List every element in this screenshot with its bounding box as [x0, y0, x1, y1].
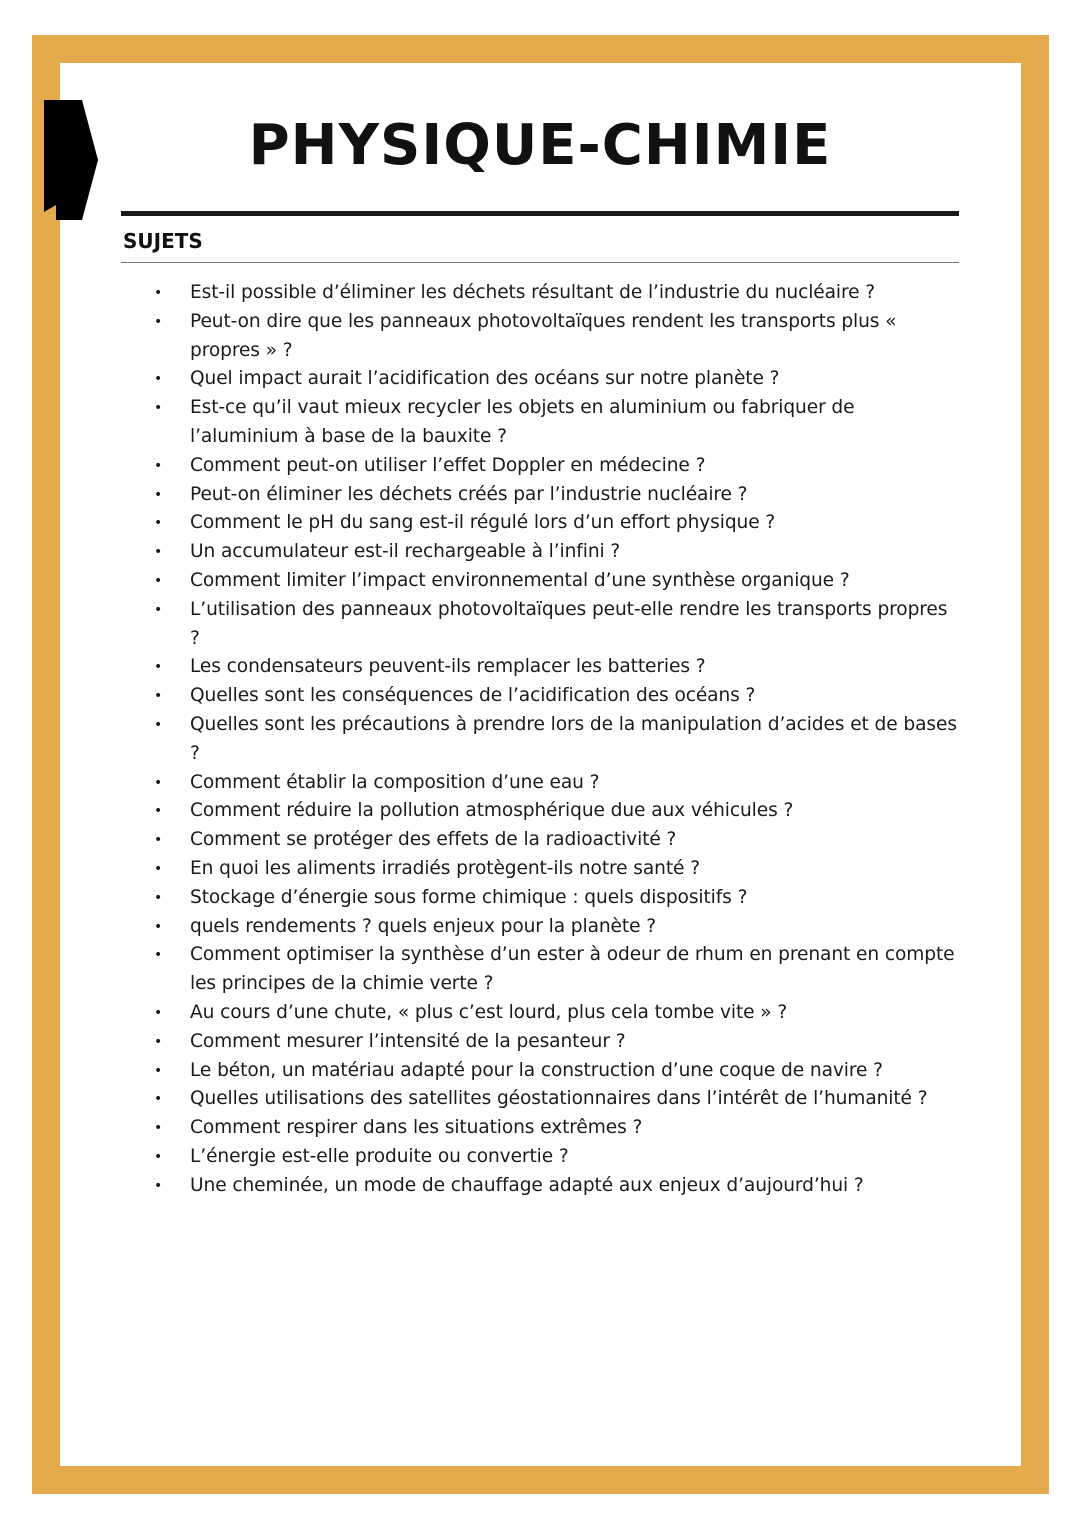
topic-text: Est-ce qu’il vaut mieux recycler les objets en aluminium ou fabriquer de l’aluminium à base de la bauxite ?	[190, 397, 855, 447]
bullet-icon: •	[154, 457, 163, 474]
bullet-icon: •	[154, 918, 163, 935]
bullet-icon: •	[154, 688, 163, 705]
bullet-icon: •	[154, 313, 163, 330]
bullet-icon: •	[154, 1148, 163, 1165]
topic-text: Quelles sont les précautions à prendre lors de la manipulation d’acides et de bases ?	[190, 713, 957, 764]
bullet-icon: •	[154, 486, 163, 503]
list-item	[152, 999, 962, 1028]
bullet-icon: •	[154, 889, 163, 906]
section-divider	[121, 262, 959, 263]
list-item	[152, 481, 962, 510]
bullet-icon: •	[154, 832, 163, 849]
list-item	[152, 365, 962, 394]
bullet-icon: •	[154, 544, 163, 561]
topic-text: Les condensateurs peuvent-ils remplacer les batteries ?	[190, 656, 706, 678]
list-item	[152, 826, 962, 855]
list-item	[152, 1057, 962, 1086]
bullet-icon: •	[154, 860, 163, 877]
bullet-icon: •	[154, 1091, 163, 1108]
page-title: PHYSIQUE-CHIMIE	[248, 113, 832, 178]
list-item	[152, 1172, 962, 1201]
bullet-icon: •	[154, 716, 163, 733]
topic-text: Comment mesurer l’intensité de la pesanteur ?	[190, 1030, 626, 1052]
topic-text: En quoi les aliments irradiés protègent-ils notre santé ?	[190, 857, 700, 879]
topic-text: Au cours d’une chute, « plus c’est lourd, plus cela tombe vite » ?	[190, 1001, 788, 1023]
list-item	[152, 711, 962, 769]
list-item	[152, 941, 962, 999]
list-item	[152, 1114, 962, 1143]
bullet-icon: •	[154, 371, 163, 388]
topic-text: L’énergie est-elle produite ou convertie ?	[190, 1145, 569, 1167]
list-item	[152, 769, 962, 798]
list-item	[152, 567, 962, 596]
section-heading: SUJETS	[123, 229, 203, 253]
list-item	[152, 855, 962, 884]
topics-list	[152, 279, 962, 1201]
topic-text: Quel impact aurait l’acidification des océans sur notre planète ?	[190, 368, 780, 390]
bullet-icon: •	[154, 1177, 163, 1194]
bullet-icon: •	[154, 572, 163, 589]
topic-text: Quelles sont les conséquences de l’acidification des océans ?	[190, 685, 756, 707]
list-item	[152, 884, 962, 913]
bullet-icon: •	[154, 515, 163, 532]
list-item	[152, 279, 962, 308]
bullet-icon: •	[154, 400, 163, 417]
topic-text: Comment établir la composition d’une eau ?	[190, 771, 600, 793]
list-item	[152, 1028, 962, 1057]
topic-text: Comment optimiser la synthèse d’un ester à odeur de rhum en prenant en compte les principes de la chimie verte ?	[190, 944, 955, 995]
list-item	[152, 394, 962, 452]
bullet-icon: •	[154, 1033, 163, 1050]
bullet-icon: •	[154, 285, 163, 301]
bullet-icon: •	[154, 659, 163, 676]
topic-text: Est-il possible d’éliminer les déchets résultant de l’industrie du nucléaire ?	[190, 282, 876, 303]
list-item	[152, 913, 962, 942]
title-divider	[121, 211, 959, 216]
topic-text: L’utilisation des panneaux photovoltaïques peut-elle rendre les transports propres ?	[190, 598, 948, 649]
topic-text: Comment le pH du sang est-il régulé lors d’un effort physique ?	[190, 512, 776, 534]
topic-text: Comment respirer dans les situations extrêmes ?	[190, 1117, 643, 1139]
bullet-icon: •	[154, 1004, 163, 1021]
topic-text: Stockage d’énergie sous forme chimique : quels dispositifs ?	[190, 886, 748, 908]
topic-text: Une cheminée, un mode de chauffage adapté aux enjeux d’aujourd’hui ?	[190, 1174, 864, 1196]
list-item	[152, 1143, 962, 1172]
bullet-icon: •	[154, 803, 163, 820]
topic-text: Comment se protéger des effets de la radioactivité ?	[190, 829, 677, 851]
topic-text: Un accumulateur est-il rechargeable à l’infini ?	[190, 541, 621, 563]
topic-text: Quelles utilisations des satellites géostationnaires dans l’intérêt de l’humanité ?	[190, 1088, 928, 1110]
list-item	[152, 1085, 962, 1114]
list-item	[152, 538, 962, 567]
list-item	[152, 509, 962, 538]
topic-text: Peut-on dire que les panneaux photovoltaïques rendent les transports plus « propres » ?	[190, 310, 897, 361]
list-item	[152, 682, 962, 711]
bullet-icon: •	[154, 1062, 163, 1079]
bullet-icon: •	[154, 774, 163, 791]
topic-text: Le béton, un matériau adapté pour la construction d’une coque de navire ?	[190, 1059, 883, 1081]
list-item	[152, 452, 962, 481]
list-item	[152, 653, 962, 682]
list-item	[152, 596, 962, 654]
topic-text: Peut-on éliminer les déchets créés par l’industrie nucléaire ?	[190, 483, 748, 505]
list-item	[152, 308, 962, 366]
bullet-icon: •	[154, 601, 163, 618]
bullet-icon: •	[154, 947, 163, 964]
topic-text: Comment peut-on utiliser l’effet Doppler en médecine ?	[190, 454, 706, 476]
topic-text: Comment réduire la pollution atmosphérique due aux véhicules ?	[190, 800, 794, 822]
topic-text: Comment limiter l’impact environnemental d’une synthèse organique ?	[190, 569, 850, 591]
topic-text: quels rendements ? quels enjeux pour la planète ?	[190, 915, 656, 937]
list-item	[152, 797, 962, 826]
bullet-icon: •	[154, 1120, 163, 1137]
